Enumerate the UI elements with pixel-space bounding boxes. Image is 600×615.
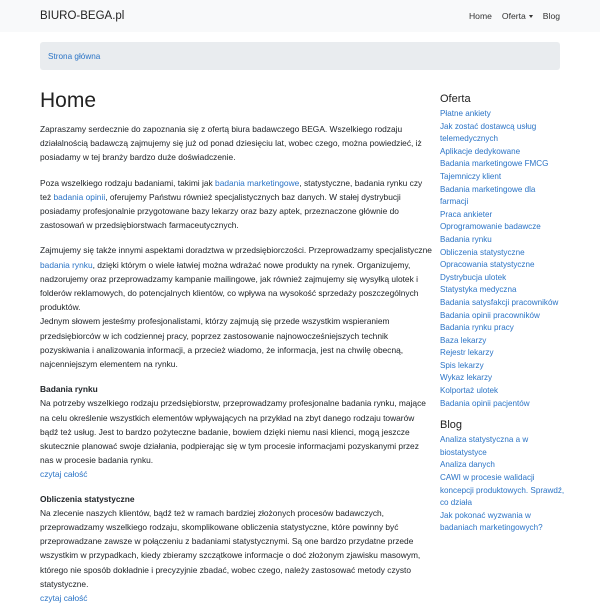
link-badania-rynku[interactable]: badania rynku <box>40 259 93 270</box>
sidebar-item[interactable]: Dystrybucja ulotek <box>440 272 507 282</box>
section-text: Na zlecenie naszych klientów, bądź też w ramach bardziej złożonych procesów badawczych, przeprowadzamy wszelkiego rodzaju, skomplikowane obliczenia statystyczne, które powinny być przeprowadzane zawsze w połączeniu z badaniami statystycznymi. Są one bardzo przydatne przede wszystkim w przypadkach, kiedy zbieramy szczątkowe informacje o doć złożonym zjawisku masowym, którego nie sposób dokładnie i precyzyjnie zbadać, wobec czego, należy zastosować metody czysto statystyczne. <box>40 507 421 589</box>
brand-logo[interactable]: BIURO-BEGA.pl <box>40 10 125 22</box>
sidebar-item[interactable]: Badania rynku pracy <box>440 323 514 333</box>
sidebar-item[interactable]: Badania opinii pracowników <box>440 310 540 320</box>
breadcrumb <box>40 42 560 70</box>
text-span: Zajmujemy się także innymi aspektami doradztwa w przedsiębiorczości. Przeprowadzamy specjalistyczne <box>40 245 432 256</box>
text-span: Poza wszelkiego rodzaju badaniami, takimi jak <box>40 177 216 188</box>
sidebar-item[interactable]: Aplikacje dedykowane <box>440 146 521 156</box>
sidebar-oferta-list <box>440 108 565 410</box>
section-obliczenia-statystyczne <box>40 492 432 606</box>
chevron-down-icon <box>529 15 533 18</box>
text-span: , oferujemy Państwu również specjalistycznych baz danych. W stałej dystrybucji posiadamy profesjonalnie przygotowane bazy lekarzy oraz bazy aptek, przeznaczone głównie do zastosowań w przedsiębiorstwach farmaceutycznych. <box>40 191 401 231</box>
sidebar-item[interactable]: Tajemniczy klient <box>440 171 502 181</box>
sidebar-oferta-title: Oferta <box>440 93 471 105</box>
sidebar-blog-title: Blog <box>440 419 463 432</box>
nav-item-home[interactable]: Home <box>468 11 492 21</box>
section-title: Obliczenia statystyczne <box>40 493 135 504</box>
sidebar-item[interactable]: Badania marketingowe FMCG <box>440 159 549 169</box>
section-badania-rynku <box>40 382 432 481</box>
text-span: , dzięki którym o wiele łatwiej można wdrażać nowe produkty na rynek. Organizujemy, nadzorujemy oraz przeprowadzamy kampanie mailingowe, jak również zajmujemy się wysyłką ulotek i folderów reklamowych, do potencjalnych klientów, co wpływa na wysokość sprzedaży poszczególnych produktów. <box>40 259 419 313</box>
intro-paragraph: Zapraszamy serdecznie do zapoznania się z ofertą biura badawczego BEGA. Wszelkiego rodzaju działalnością badawczą zajmujemy się już od ponad dziesięciu lat, wobec czego, można powiedzieć, iż posiadamy w tej branży bardzo duże doświadczenie. <box>40 124 422 163</box>
sidebar-item[interactable]: Badania opinii pacjentów <box>440 398 530 408</box>
blog-item[interactable]: Analiza danych <box>440 460 495 470</box>
sidebar-item[interactable]: Jak zostać dostawcą usług telemedycznych <box>440 121 537 144</box>
services-paragraph <box>40 176 432 233</box>
page-title: Home <box>40 89 97 112</box>
read-more-link[interactable]: czytaj całość <box>40 469 88 480</box>
sidebar-item[interactable]: Opracowania statystyczne <box>440 260 535 270</box>
sidebar-item[interactable]: Kolportaż ulotek <box>440 386 499 396</box>
sidebar-item[interactable]: Statystyka medyczna <box>440 285 517 295</box>
section-title: Badania rynku <box>40 384 98 395</box>
sidebar-item[interactable]: Badania satysfakcji pracowników <box>440 297 559 307</box>
sidebar-item[interactable]: Obliczenia statystyczne <box>440 247 525 257</box>
blog-item[interactable]: Jak pokonać wyzwania w badaniach marketingowych? <box>440 510 543 533</box>
sidebar <box>440 92 565 535</box>
blog-item[interactable]: CAWI w procesie walidacji koncepcji produktowych. Sprawdź, co działa <box>440 473 565 508</box>
main-content <box>40 88 432 615</box>
sidebar-item[interactable]: Wykaz lekarzy <box>440 373 493 383</box>
text-span: Jednym słowem jesteśmy profesjonalistami, którzy zajmują się przede wszystkim wspieraniem przedsiębiorców w ich codziennej pracy, poprzez zastosowanie najnowocześniejszych technik pozyskiwania i analizowania informacji, a przecież wiadomo, że informacja, jest na chwilę obecną, najcenniejszym elementem na rynku. <box>40 316 404 370</box>
nav-menu <box>469 11 560 21</box>
sidebar-item[interactable]: Badania rynku <box>440 234 492 244</box>
sidebar-item[interactable]: Badania marketingowe dla farmacji <box>440 184 536 207</box>
nav-item-oferta-label: Oferta <box>501 11 526 21</box>
blog-item[interactable]: Analiza statystyczna a w biostatystyce <box>440 435 529 457</box>
text-span: , statystyczne, badania rynku czy też <box>40 177 423 202</box>
sidebar-item[interactable]: Baza lekarzy <box>440 335 487 345</box>
section-text: Na potrzeby wszelkiego rodzaju przedsiębiorstw, przeprowadzamy profesjonalne badania rynku, mające na celu określenie wszystkich elementów wpływających na przykład na zbyt danego rodzaju towarów bądź też usług. Jest to bardzo pożyteczne badanie, bowiem dzięki niemu nasi klienci, mogą jeszcze skutecznie planować swoje działania, podpierając się w tym procesie informacjami pozyskanymi przez nas w procesie badania rynku. <box>40 398 426 466</box>
sidebar-item[interactable]: Oprogramowanie badawcze <box>440 222 541 232</box>
consulting-paragraph <box>40 243 432 371</box>
sidebar-item[interactable]: Rejestr lekarzy <box>440 348 494 358</box>
link-badania-opinii[interactable]: badania opinii <box>53 191 106 202</box>
sidebar-item[interactable]: Płatne ankiety <box>440 109 491 118</box>
navbar <box>0 0 600 32</box>
nav-item-oferta[interactable] <box>502 11 533 21</box>
nav-item-blog[interactable]: Blog <box>542 11 560 21</box>
sidebar-item[interactable]: Praca ankieter <box>440 209 493 219</box>
read-more-link[interactable]: czytaj całość <box>40 593 88 604</box>
sidebar-blog-list <box>440 434 565 535</box>
sidebar-item[interactable]: Spis lekarzy <box>440 360 484 370</box>
link-badania-marketingowe[interactable]: badania marketingowe <box>215 177 300 188</box>
breadcrumb-home-link[interactable]: Strona główna <box>48 51 101 61</box>
